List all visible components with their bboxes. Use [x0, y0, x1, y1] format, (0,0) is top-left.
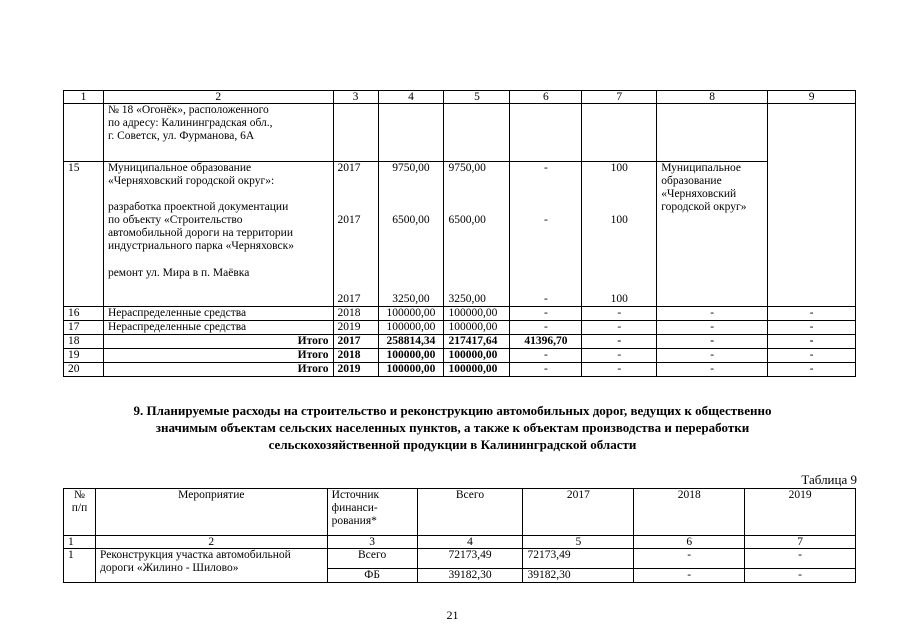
- table-label: Таблица 9: [801, 472, 857, 487]
- col-header: 7: [582, 91, 657, 104]
- table-row: 16 Нераспределенные средства 2018 100000,00 100000,00 - - - -: [64, 307, 856, 321]
- col-header: 8: [657, 91, 768, 104]
- col-header: 2: [103, 91, 333, 104]
- column-number-row: 1 2 3 4 5 6 7: [64, 536, 856, 549]
- header-total: Всего: [417, 489, 523, 536]
- expenses-table-continued: [63, 90, 856, 377]
- col-header: 3: [333, 91, 378, 104]
- header-2018: 2018: [634, 489, 745, 536]
- header-measure: Мероприятие: [95, 489, 327, 536]
- table-row: 15 Муниципальное образование «Черняховский городской округ»: разработка проектной документации по объекту «Строительство автомобильной дороги на территории индустриального парка «Черняховск» ремонт ул. Мира в п. Маёвка 2017 2017 2017 9750,00 6500,00 3250,00 9750,00 6500,00 3250,00 - - - 100 100 100 Муниципальное образование «Черняховский городской округ»: [64, 162, 856, 307]
- row-number: 1: [64, 549, 96, 583]
- col-header: 5: [444, 91, 510, 104]
- row-text: № 18 «Огонёк», расположенного по адресу: Калининградская обл., г. Советск, ул. Фурманова, 6А: [103, 104, 333, 162]
- total-row: 18 Итого 2017 258814,34 217417,64 41396,70 - - -: [64, 335, 856, 349]
- col-header: 6: [510, 91, 582, 104]
- table-row: 17 Нераспределенные средства 2019 100000,00 100000,00 - - - -: [64, 321, 856, 335]
- table-row: ФБ 39182,30 39182,30 - -: [64, 569, 856, 583]
- col-header: 9: [768, 91, 856, 104]
- col-header: 4: [378, 91, 444, 104]
- row-text: Реконструкция участка автомобильной дороги «Жилино - Шилово»: [95, 549, 327, 583]
- table-header-row: [64, 489, 856, 536]
- total-row: 19 Итого 2018 100000,00 100000,00 - - - -: [64, 349, 856, 363]
- header-2017: 2017: [523, 489, 634, 536]
- header-source: Источник финанси- рования*: [327, 489, 417, 536]
- column-number-row: [64, 91, 856, 104]
- section-heading: 9. Планируемые расходы на строительство и реконструкцию автомобильных дорог, ведущих к общественно значимым объектам сельских населенных пунктов, а также к объектам производства и переработки сельскохозяйственной продукции в Калининградской области: [133, 403, 772, 452]
- row-text: Муниципальное образование «Черняховский городской округ»: разработка проектной документации по объекту «Строительство автомобильной дороги на территории индустриального парка «Черняховск» ремонт ул. Мира в п. Маёвка: [103, 162, 333, 307]
- responsible-cell: Муниципальное образование «Черняховский городской округ»: [657, 162, 768, 307]
- col-header: 1: [64, 91, 104, 104]
- table-row: [64, 104, 856, 162]
- header-num: № п/п: [64, 489, 96, 536]
- page-number: 21: [446, 608, 459, 622]
- planned-expenses-table: [63, 488, 856, 583]
- table-row: 1 Реконструкция участка автомобильной дороги «Жилино - Шилово» Всего 72173,49 72173,49 - -: [64, 549, 856, 569]
- header-2019: 2019: [745, 489, 856, 536]
- row-number: 15: [64, 162, 104, 307]
- total-row: 20 Итого 2019 100000,00 100000,00 - - - -: [64, 363, 856, 377]
